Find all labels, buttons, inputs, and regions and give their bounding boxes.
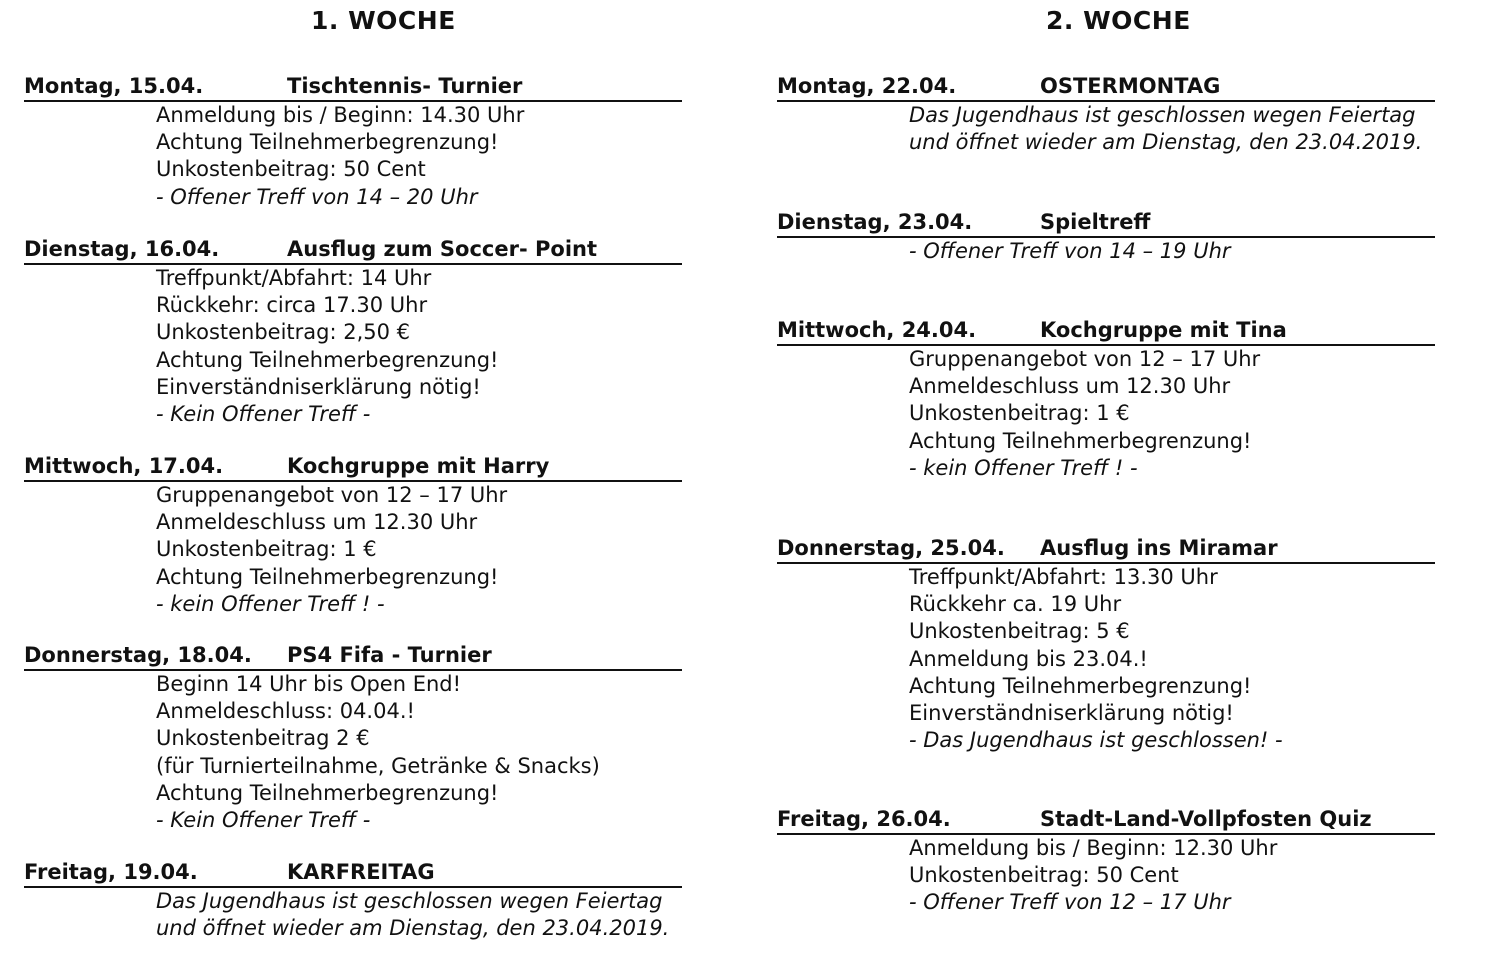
detail-line: Unkostenbeitrag: 1 €: [909, 401, 1130, 426]
day-details: [777, 564, 1435, 754]
detail-line: Das Jugendhaus ist geschlossen wegen Feiertag: [156, 889, 663, 913]
day-details: [777, 835, 1435, 917]
day-details: [777, 238, 1435, 265]
detail-line: Anmeldung bis / Beginn: 14.30 Uhr: [156, 103, 525, 127]
day-header: [24, 859, 682, 888]
day-details: [24, 102, 682, 211]
day-details: [24, 482, 682, 618]
day-date: Montag, 15.04.: [24, 74, 204, 98]
day-date: Donnerstag, 18.04.: [24, 643, 252, 667]
day-event-title: Kochgruppe mit Tina: [1040, 318, 1287, 342]
detail-line: - Offener Treff von 14 – 20 Uhr: [156, 184, 478, 209]
day-entry: [777, 535, 1435, 754]
day-entry: [777, 317, 1435, 482]
detail-line: - Das Jugendhaus ist geschlossen! -: [909, 728, 1283, 753]
detail-line: Unkostenbeitrag: 50 Cent: [909, 863, 1179, 888]
day-event-title: Spieltreff: [1040, 210, 1151, 234]
detail-line: Achtung Teilnehmerbegrenzung!: [156, 564, 499, 589]
detail-line: Unkostenbeitrag: 50 Cent: [156, 157, 426, 182]
detail-line: Achtung Teilnehmerbegrenzung!: [909, 673, 1252, 698]
day-header: [777, 317, 1435, 346]
detail-line: Treffpunkt/Abfahrt: 14 Uhr: [156, 266, 432, 290]
day-date: Freitag, 26.04.: [777, 807, 951, 831]
day-entry: [24, 73, 682, 211]
day-date: Mittwoch, 24.04.: [777, 318, 977, 342]
day-header: [24, 236, 682, 265]
detail-line: Anmeldung bis / Beginn: 12.30 Uhr: [909, 836, 1278, 860]
detail-line: Achtung Teilnehmerbegrenzung!: [156, 347, 499, 372]
detail-line: - kein Offener Treff ! -: [909, 455, 1138, 480]
detail-line: Das Jugendhaus ist geschlossen wegen Feiertag: [909, 103, 1416, 127]
day-entry: [24, 236, 682, 428]
day-header: [777, 806, 1435, 835]
detail-line: Treffpunkt/Abfahrt: 13.30 Uhr: [909, 565, 1218, 589]
detail-line: Unkostenbeitrag: 1 €: [156, 537, 377, 562]
day-entry: [24, 859, 682, 942]
detail-line: Gruppenangebot von 12 – 17 Uhr: [909, 347, 1261, 371]
detail-line: Gruppenangebot von 12 – 17 Uhr: [156, 483, 508, 507]
day-header: [24, 642, 682, 671]
day-details: [24, 888, 682, 942]
day-event-title: OSTERMONTAG: [1040, 74, 1221, 98]
detail-line: - kein Offener Treff ! -: [156, 591, 385, 616]
day-event-title: KARFREITAG: [287, 860, 435, 884]
detail-line: Rückkehr ca. 19 Uhr: [909, 592, 1122, 617]
detail-line: Unkostenbeitrag: 2,50 €: [156, 320, 411, 345]
day-header: [777, 73, 1435, 102]
day-entry: [777, 209, 1435, 265]
detail-line: Anmeldeschluss um 12.30 Uhr: [909, 374, 1231, 399]
day-details: [777, 346, 1435, 482]
day-date: Montag, 22.04.: [777, 74, 957, 98]
detail-line: - Offener Treff von 12 – 17 Uhr: [909, 890, 1231, 915]
detail-line: Beginn 14 Uhr bis Open End!: [156, 672, 462, 696]
day-entry: [777, 73, 1435, 156]
day-date: Dienstag, 16.04.: [24, 237, 220, 261]
day-header: [777, 535, 1435, 564]
day-details: [777, 102, 1435, 156]
day-date: Freitag, 19.04.: [24, 860, 198, 884]
week-title: 2. WOCHE: [1046, 6, 1191, 35]
detail-line: Einverständniserklärung nötig!: [909, 700, 1234, 725]
day-entry: [24, 453, 682, 618]
day-details: [24, 671, 682, 834]
day-event-title: Kochgruppe mit Harry: [287, 454, 550, 478]
detail-line: Unkostenbeitrag 2 €: [156, 726, 370, 751]
detail-line: Anmeldeschluss um 12.30 Uhr: [156, 510, 478, 535]
detail-line: Achtung Teilnehmerbegrenzung!: [156, 130, 499, 155]
detail-line: (für Turnierteilnahme, Getränke & Snacks): [156, 753, 600, 778]
day-entry: [24, 642, 682, 834]
day-header: [24, 73, 682, 102]
detail-line: - Kein Offener Treff -: [156, 401, 371, 426]
day-entry: [777, 806, 1435, 917]
day-event-title: PS4 Fifa - Turnier: [287, 643, 492, 667]
detail-line: Unkostenbeitrag: 5 €: [909, 619, 1130, 644]
detail-line: Anmeldeschluss: 04.04.!: [156, 699, 415, 724]
day-event-title: Stadt-Land-Vollpfosten Quiz: [1040, 807, 1372, 831]
detail-line: - Offener Treff von 14 – 19 Uhr: [909, 239, 1231, 263]
detail-line: und öffnet wieder am Dienstag, den 23.04.2019.: [909, 130, 1423, 155]
detail-line: Achtung Teilnehmerbegrenzung!: [156, 780, 499, 805]
day-date: Donnerstag, 25.04.: [777, 536, 1005, 560]
day-date: Mittwoch, 17.04.: [24, 454, 224, 478]
day-event-title: Tischtennis- Turnier: [287, 74, 523, 98]
detail-line: Einverständniserklärung nötig!: [156, 374, 481, 399]
day-event-title: Ausflug zum Soccer- Point: [287, 237, 598, 261]
detail-line: Anmeldung bis 23.04.!: [909, 646, 1148, 671]
detail-line: Rückkehr: circa 17.30 Uhr: [156, 293, 428, 318]
day-date: Dienstag, 23.04.: [777, 210, 973, 234]
detail-line: und öffnet wieder am Dienstag, den 23.04.2019.: [156, 916, 670, 941]
day-header: [24, 453, 682, 482]
day-event-title: Ausflug ins Miramar: [1040, 536, 1278, 560]
week-title: 1. WOCHE: [311, 6, 456, 35]
day-header: [777, 209, 1435, 238]
detail-line: - Kein Offener Treff -: [156, 807, 371, 832]
day-details: [24, 265, 682, 428]
detail-line: Achtung Teilnehmerbegrenzung!: [909, 428, 1252, 453]
